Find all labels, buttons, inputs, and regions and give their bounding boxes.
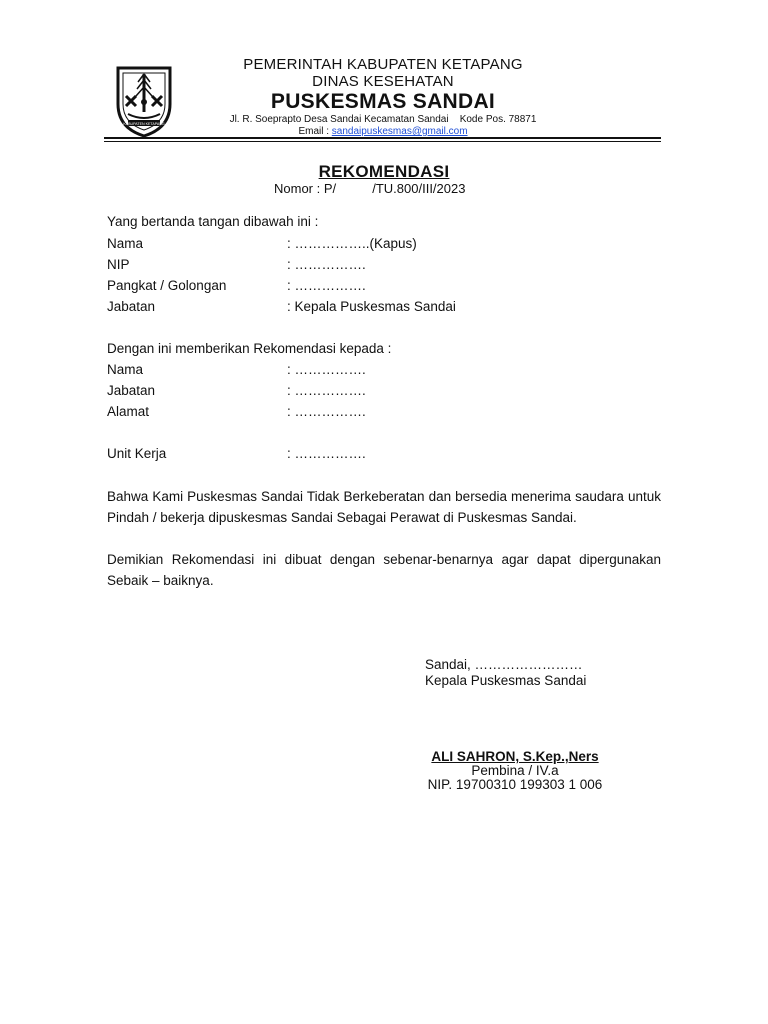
field-value: : ……………. [287,404,366,419]
signer-name [400,749,630,764]
field-value: : ……………. [287,257,366,272]
logo-banner-text: KABUPATEN KETAPANG [123,122,165,126]
field-value: : Kepala Puskesmas Sandai [287,299,456,314]
email-label: Email : [298,126,332,137]
field-value: : ……………. [287,383,366,398]
field-label: Pangkat / Golongan [107,278,227,293]
field-label: Alamat [107,404,150,419]
header-divider-thick [104,137,661,139]
field-value: : ……………. [287,446,366,461]
document-title: REKOMENDASI [318,162,450,181]
header-institution: PUSKESMAS SANDAI [270,90,496,113]
letterhead [190,56,576,138]
signer-rank: Pembina / IV.a [471,763,559,778]
body-paragraph-closing: Demikian Rekomendasi ini dibuat dengan sebenar-benarnya agar dapat dipergunakan Sebaik – baiknya. [107,552,661,588]
signature-position: Kepala Puskesmas Sandai [425,673,587,688]
signer-name-text: ALI SAHRON, S.Kep.,Ners [431,749,599,764]
field-label: Jabatan [107,383,156,398]
header-divider-thin [104,141,661,142]
email-link[interactable]: sandaipuskesmas@gmail.com [331,126,468,137]
field-value: : ……………. [287,362,366,377]
body-paragraph-statement: Bahwa Kami Puskesmas Sandai Tidak Berkeberatan dan bersedia menerima saudara untuk Pindah / bekerja dipuskesmas Sandai Sebagai Perawat di Puskesmas Sandai. [107,489,661,525]
field-label: Jabatan [107,299,156,314]
signer-nip: NIP. 19700310 199303 1 006 [427,777,603,792]
header-agency: DINAS KESEHATAN [312,73,454,90]
header-address: Jl. R. Soeprapto Desa Sandai Kecamatan Sandai Kode Pos. 78871 [229,114,537,125]
field-label: NIP [107,257,130,272]
field-value: : ……………..(Kapus) [287,236,417,251]
field-label: Unit Kerja [107,446,167,461]
document-number: Nomor : P/ /TU.800/III/2023 [274,181,466,196]
field-label: Nama [107,362,144,377]
signature-place-date: Sandai, …………………… [425,657,583,672]
section2-intro: Dengan ini memberikan Rekomendasi kepada : [107,341,392,356]
section1-intro: Yang bertanda tangan dibawah ini : [107,214,319,229]
field-label: Nama [107,236,144,251]
field-value: : ……………. [287,278,366,293]
header-government: PEMERINTAH KABUPATEN KETAPANG [243,56,523,73]
ketapang-regency-logo [104,60,184,140]
